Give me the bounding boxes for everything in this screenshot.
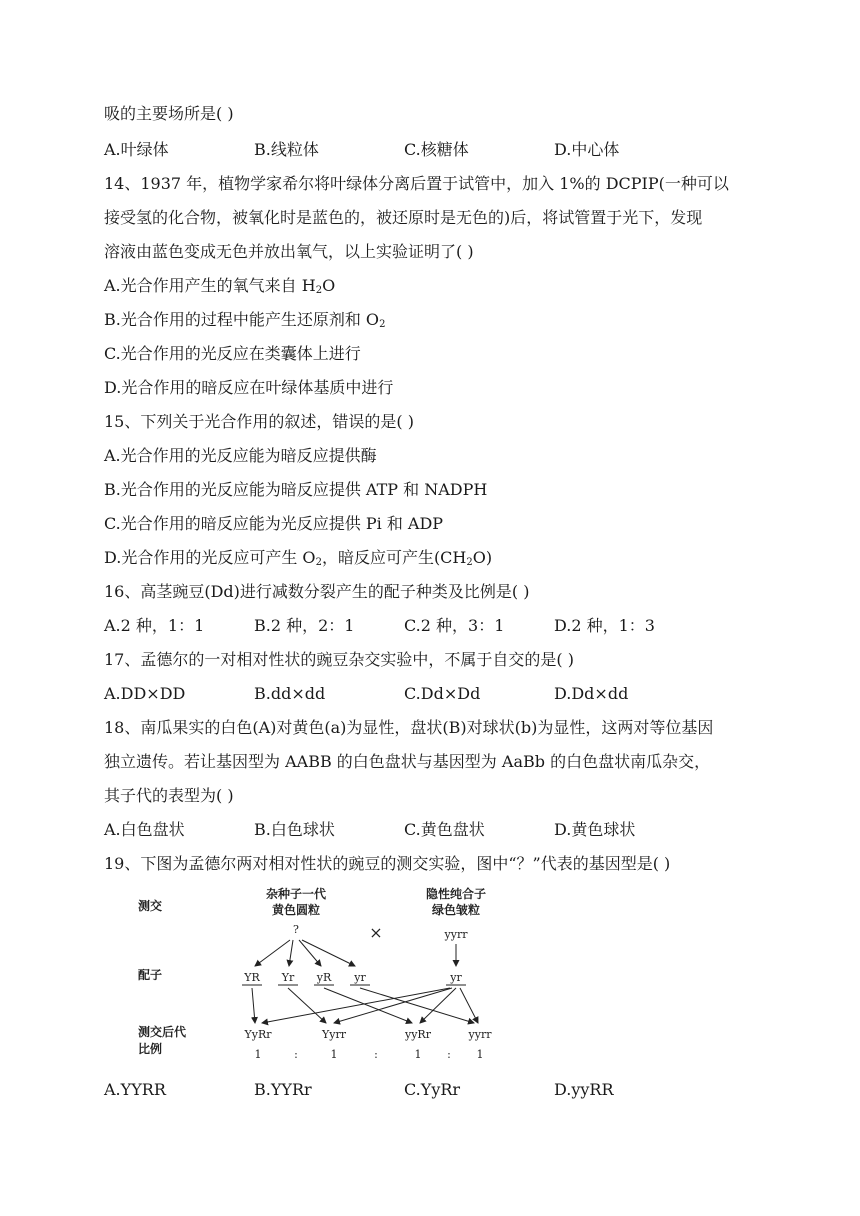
q18-option-d: D.黄色球状 xyxy=(554,820,636,839)
q14-option-b: B.光合作用的过程中能产生还原剂和 $O_2$ xyxy=(104,310,386,330)
arrow-yr-to-yyrr xyxy=(360,988,474,1023)
q15-option-c: C.光合作用的暗反应能为光反应提供 Pi 和 ADP xyxy=(104,514,444,533)
q17-option-c: C.Dd×Dd xyxy=(404,684,481,703)
q14-stem-line1: 14、1937 年，植物学家希尔将叶绿体分离后置于试管中，加入 1%的 DCPIP(一种可以 xyxy=(104,174,729,193)
q15-stem: 15、下列关于光合作用的叙述，错误的是( ) xyxy=(104,412,414,431)
ratio-1: 1 xyxy=(254,1048,262,1061)
arrow-Yr-to-Yyrr xyxy=(288,988,326,1023)
q15-option-a: A.光合作用的光反应能为暗反应提供酶 xyxy=(104,446,377,465)
offspring-yyrr: yyrr xyxy=(468,1028,492,1041)
q19-option-c: C.YyRr xyxy=(404,1080,461,1099)
q19-option-d: D.yyRR xyxy=(554,1080,614,1099)
q16-option-a: A.2 种，1：1 xyxy=(104,616,205,635)
q19-option-b: B.YYRr xyxy=(254,1080,312,1099)
recessive-label-line1: 隐性纯合子 xyxy=(425,887,487,901)
cross-sign: × xyxy=(369,923,383,942)
q16-option-d: D.2 种，1：3 xyxy=(554,616,655,635)
arrow-YR-to-YyRr xyxy=(252,988,255,1023)
q18-option-c: C.黄色盘状 xyxy=(404,820,485,839)
testcross-diagram xyxy=(130,878,510,1068)
arrow-recessive-to-YyRr xyxy=(262,988,450,1023)
q14-option-c: C.光合作用的光反应在类囊体上进行 xyxy=(104,344,361,363)
q17-stem: 17、孟德尔的一对相对性状的豌豆杂交实验中，不属于自交的是( ) xyxy=(104,650,574,669)
gamete-YR: YR xyxy=(244,971,260,984)
ratio-colon-2: : xyxy=(374,1048,378,1061)
hybrid-label-line2: 黄色圆粒 xyxy=(271,903,321,917)
ratio-colon-1: : xyxy=(294,1048,298,1061)
recessive-label-line2: 绿色皱粒 xyxy=(431,903,481,917)
q14-option-a: A.光合作用产生的氧气来自 $H_2O$ xyxy=(104,276,336,296)
q18-option-a: A.白色盘状 xyxy=(104,820,185,839)
q13-option-b: B.线粒体 xyxy=(254,140,319,159)
row-label-offspring: 测交后代 xyxy=(138,1025,187,1039)
gamete-yR: yR xyxy=(316,971,332,984)
q13-option-c: C.核糖体 xyxy=(404,140,469,159)
q18-option-b: B.白色球状 xyxy=(254,820,335,839)
q14-stem-line2: 接受氢的化合物，被氧化时是蓝色的，被还原时是无色的)后，将试管置于光下，发现 xyxy=(104,208,703,227)
q14-option-d: D.光合作用的暗反应在叶绿体基质中进行 xyxy=(104,378,394,397)
row-label-gametes: 配子 xyxy=(138,968,163,982)
unknown-genotype: ? xyxy=(293,923,299,936)
q18-stem-line3: 其子代的表型为( ) xyxy=(104,786,234,805)
q13-option-a: A.叶绿体 xyxy=(104,140,169,159)
gamete-yr: yr xyxy=(354,971,366,984)
q13-option-d: D.中心体 xyxy=(554,140,620,159)
arrow-recessive-to-yyrr xyxy=(460,988,478,1023)
recessive-genotype: yyrr xyxy=(444,928,468,941)
ratio-colon-3: : xyxy=(447,1048,451,1061)
gamete-recessive-yr: yr xyxy=(450,971,462,984)
q13-stem-tail: 吸的主要场所是( ) xyxy=(104,104,234,123)
q14-stem-line3: 溶液由蓝色变成无色并放出氧气，以上实验证明了( ) xyxy=(104,242,474,261)
row-label-testcross: 测交 xyxy=(138,899,163,913)
q15-option-b: B.光合作用的光反应能为暗反应提供 ATP 和 NADPH xyxy=(104,480,488,499)
q19-stem: 19、下图为孟德尔两对相对性状的豌豆的测交实验，图中“？”代表的基因型是( ) xyxy=(104,854,671,873)
arrow-hybrid-to-YR xyxy=(255,940,290,966)
q17-option-b: B.dd×dd xyxy=(254,684,326,703)
q15-option-d: D.光合作用的光反应可产生 $O_2$，暗反应可产生$(CH_2O)$ xyxy=(104,548,493,568)
q17-option-a: A.DD×DD xyxy=(104,684,186,703)
q18-stem-line1: 18、南瓜果实的白色(A)对黄色(a)为显性，盘状(B)对球状(b)为显性，这两对等位基因 xyxy=(104,718,714,737)
arrow-yR-to-yyRr xyxy=(324,988,412,1023)
ratio-4: 1 xyxy=(476,1048,484,1061)
arrow-recessive-to-Yyrr xyxy=(334,988,452,1023)
q18-stem-line2: 独立遗传。若让基因型为 AABB 的白色盘状与基因型为 AaBb 的白色盘状南瓜杂交， xyxy=(104,752,711,771)
hybrid-label-line1: 杂种子一代 xyxy=(265,887,327,901)
row-label-ratio: 比例 xyxy=(138,1042,163,1056)
offspring-YyRr: YyRr xyxy=(244,1028,272,1041)
q16-option-b: B.2 种，2：1 xyxy=(254,616,355,635)
offspring-yyRr: yyRr xyxy=(405,1028,431,1041)
q16-stem: 16、高茎豌豆(Dd)进行减数分裂产生的配子种类及比例是( ) xyxy=(104,582,530,601)
ratio-3: 1 xyxy=(414,1048,422,1061)
q17-option-d: D.Dd×dd xyxy=(554,684,629,703)
q19-option-a: A.YYRR xyxy=(104,1080,166,1099)
gamete-Yr: Yr xyxy=(281,971,295,984)
ratio-2: 1 xyxy=(330,1048,338,1061)
offspring-Yyrr: Yyrr xyxy=(322,1028,346,1041)
arrow-recessive-to-yyRr xyxy=(420,988,456,1023)
arrow-hybrid-to-Yr xyxy=(289,940,293,966)
q16-option-c: C.2 种，3：1 xyxy=(404,616,505,635)
